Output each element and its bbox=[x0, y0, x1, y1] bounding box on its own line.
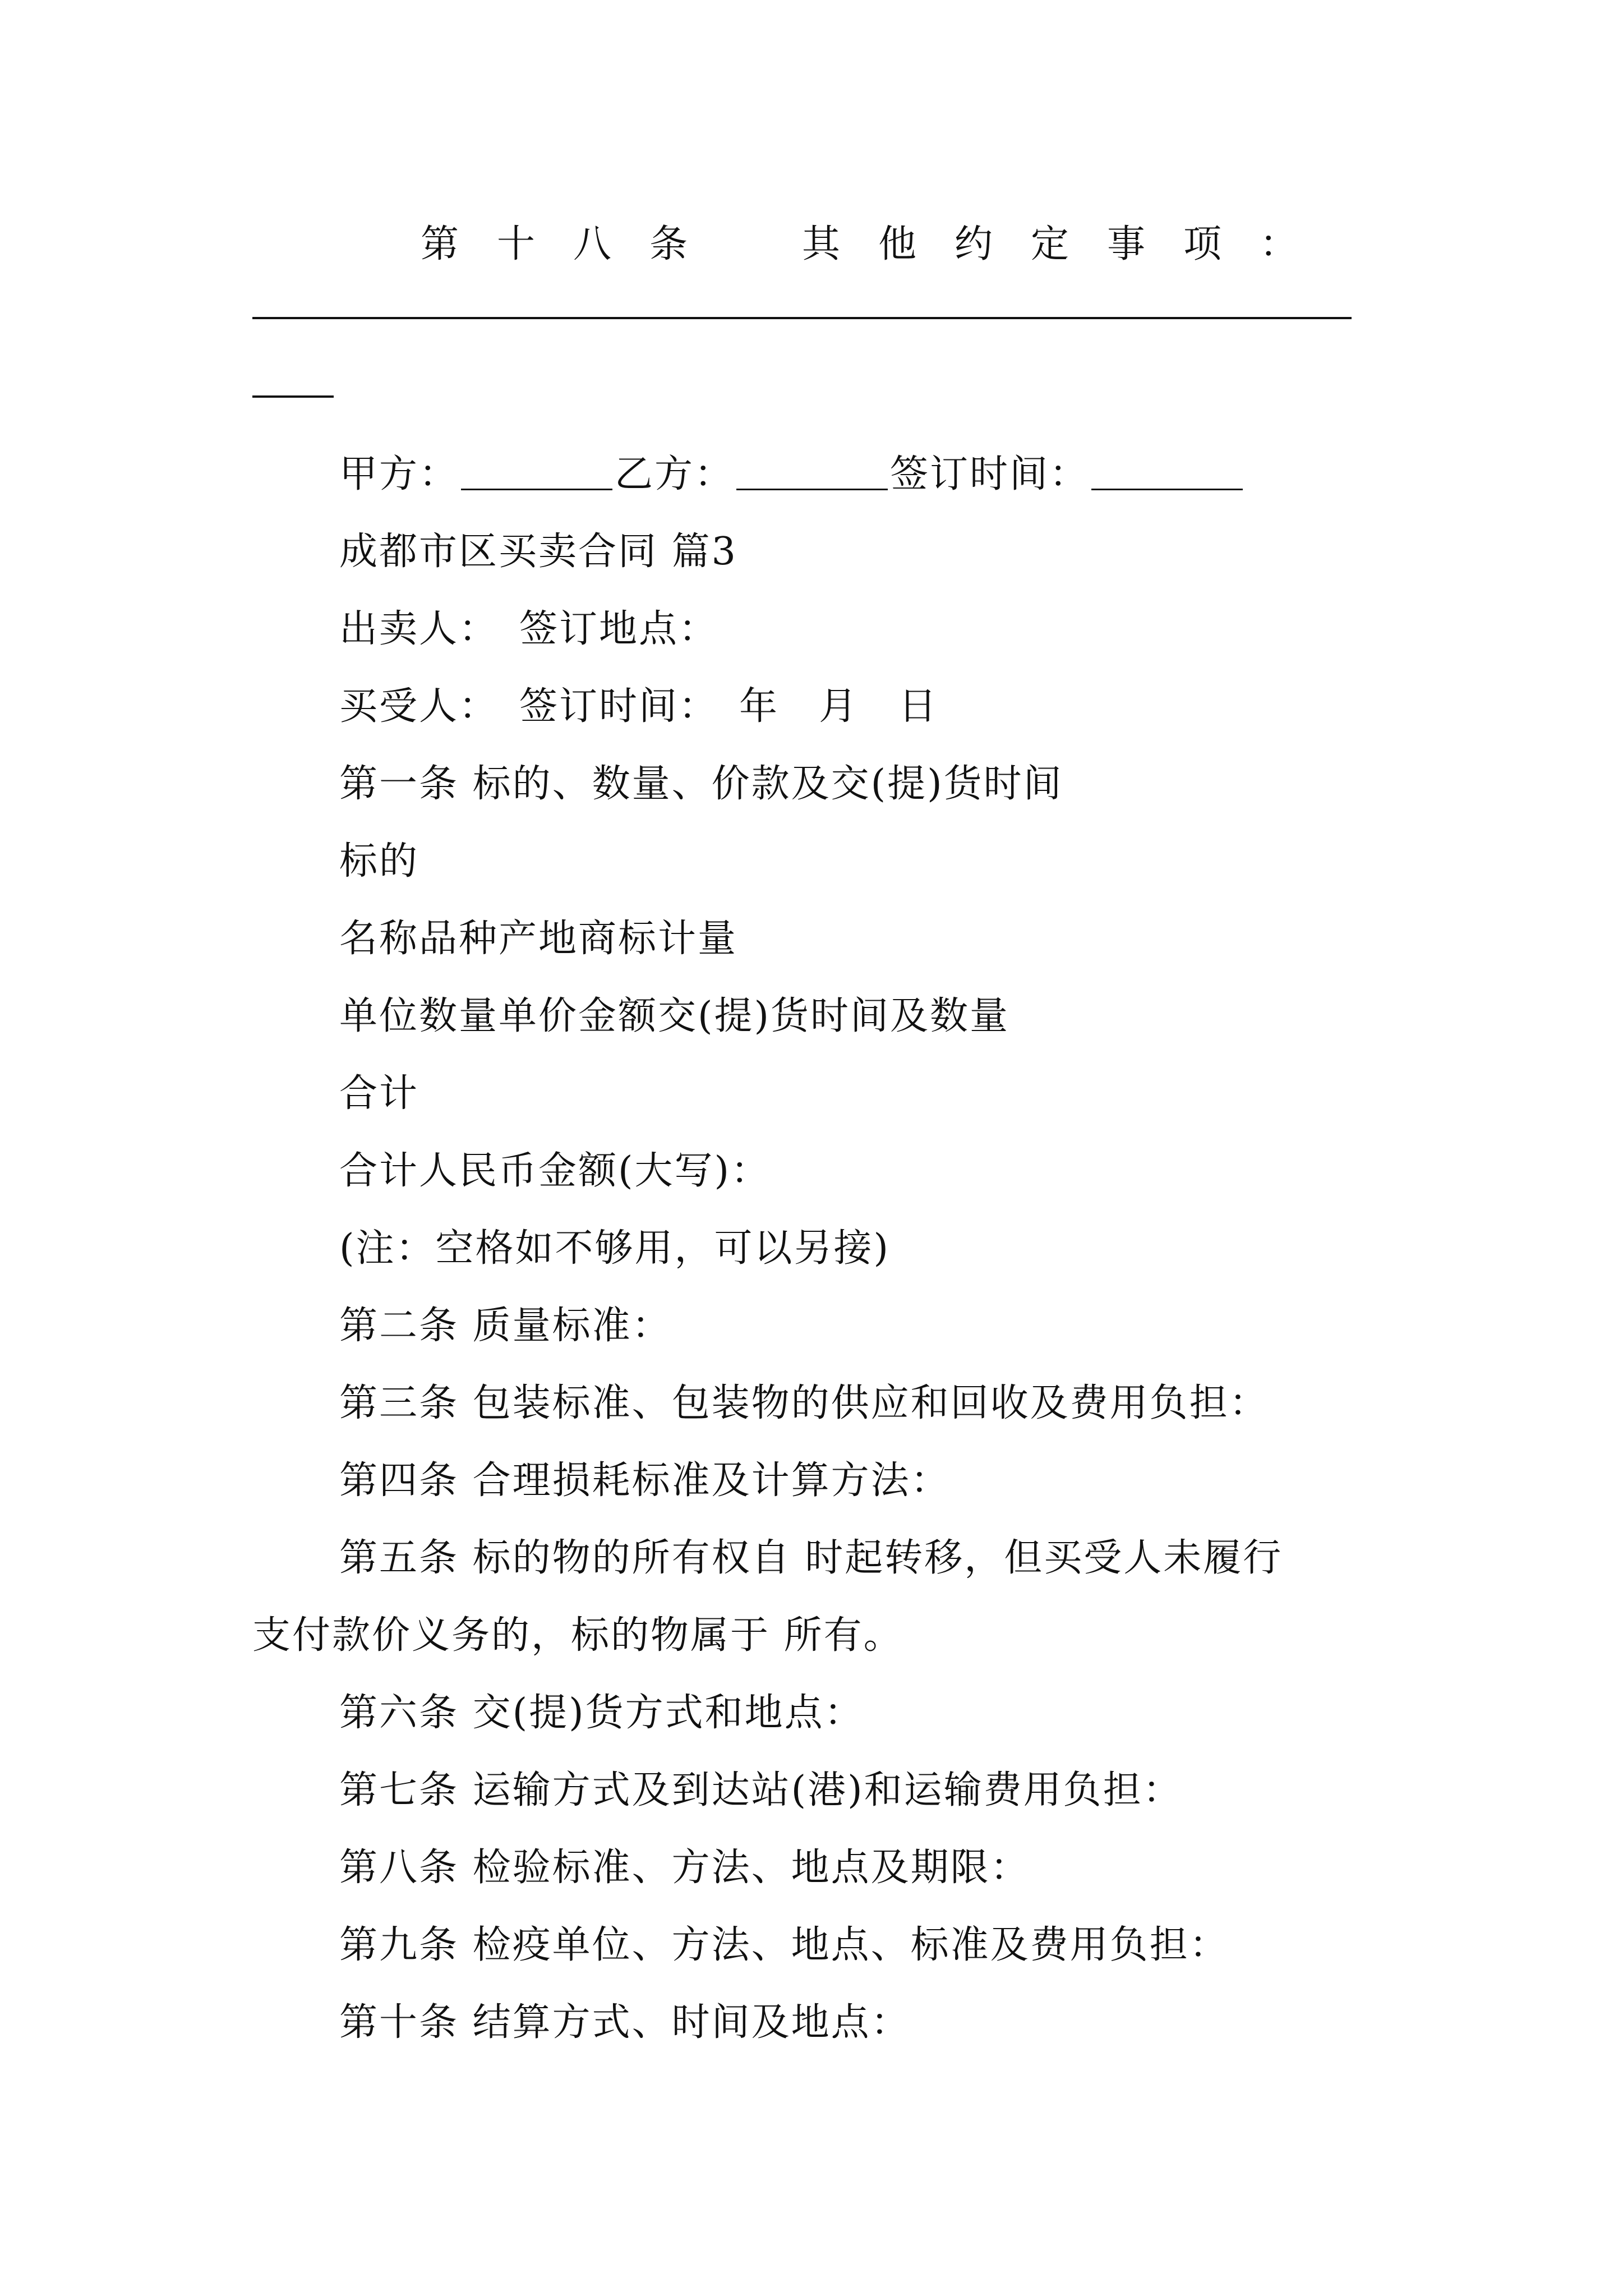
seller-line: 出卖人： 签订地点： bbox=[339, 607, 719, 651]
article-3: 第三条 包装标准、包装物的供应和回收及费用负担： bbox=[339, 1381, 1269, 1425]
article-8: 第八条 检验标准、方法、地点及期限： bbox=[339, 1846, 1030, 1890]
article-9: 第九条 检疫单位、方法、地点、标准及费用负担： bbox=[339, 1923, 1229, 1967]
total-amount-line: 合计人民币金额(大写)： bbox=[339, 1149, 771, 1193]
sign-time-blank bbox=[1091, 489, 1243, 490]
party-b-blank bbox=[736, 489, 888, 490]
table-header-2: 单位数量单价金额交(提)货时间及数量 bbox=[339, 994, 1010, 1038]
subject-label: 标的 bbox=[339, 839, 419, 884]
table-header-1: 名称品种产地商标计量 bbox=[339, 917, 738, 961]
fill-in-rule-continuation bbox=[252, 395, 334, 398]
article-2: 第二条 质量标准： bbox=[339, 1304, 672, 1348]
fill-in-rule bbox=[252, 317, 1352, 319]
note-line: (注：空格如不够用，可以另接) bbox=[339, 1226, 891, 1271]
party-b-label: 乙方： bbox=[615, 452, 735, 496]
article-10: 第十条 结算方式、时间及地点： bbox=[339, 2000, 911, 2045]
party-a-blank bbox=[461, 489, 612, 490]
contract-title: 成都市区买卖合同 篇3 bbox=[339, 530, 737, 574]
buyer-line: 买受人： 签订时间： 年 月 日 bbox=[339, 684, 939, 729]
article-4: 第四条 合理损耗标准及计算方法： bbox=[339, 1458, 951, 1503]
clause-18-heading: 第十八条 其他约定事项： bbox=[421, 222, 1336, 266]
party-a-label: 甲方： bbox=[339, 452, 459, 496]
signing-row bbox=[339, 452, 1245, 496]
article-1: 第一条 标的、数量、价款及交(提)货时间 bbox=[339, 762, 1063, 806]
article-5-continuation: 支付款价义务的，标的物属于 所有。 bbox=[252, 1613, 903, 1658]
total-label: 合计 bbox=[339, 1071, 419, 1116]
article-7: 第七条 运输方式及到达站(港)和运输费用负担： bbox=[339, 1768, 1183, 1812]
article-6: 第六条 交(提)货方式和地点： bbox=[339, 1691, 864, 1735]
sign-time-label: 签订时间： bbox=[890, 452, 1090, 496]
article-5: 第五条 标的物的所有权自 时起转移，但买受人未履行 bbox=[339, 1536, 1283, 1580]
